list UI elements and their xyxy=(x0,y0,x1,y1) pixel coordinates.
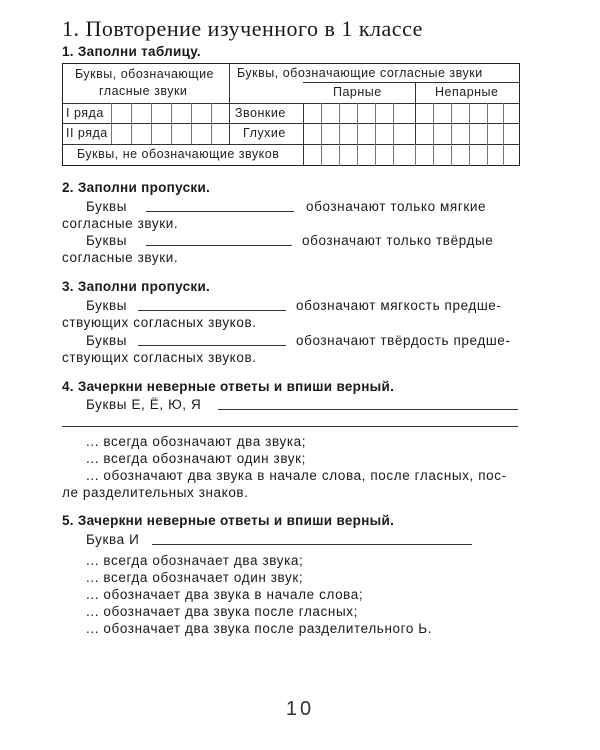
task2-line1-end: обозначают только мягкие xyxy=(306,199,487,214)
vowels-header-line2: гласные звуки xyxy=(99,84,188,98)
task2-line3-end: обозначают только твёрдые xyxy=(302,233,494,248)
task3-line2: ствующих согласных звуков. xyxy=(62,315,257,330)
row1-label: I ряда xyxy=(66,106,104,120)
task2-line3-start: Буквы xyxy=(86,233,128,248)
task3-line4: ствующих согласных звуков. xyxy=(62,350,257,365)
task3-heading: 3. Заполни пропуски. xyxy=(62,279,211,294)
row2-label: II ряда xyxy=(66,126,108,140)
task5-option1: ... всегда обозначает два звука; xyxy=(86,553,304,568)
unpaired-header: Непарные xyxy=(435,85,499,99)
page-title: 1. Повторение изученного в 1 классе xyxy=(62,16,423,41)
task1-heading: 1. Заполни таблицу. xyxy=(62,44,201,59)
task2-heading: 2. Заполни пропуски. xyxy=(62,180,211,195)
task3-line3-start: Буквы xyxy=(86,333,128,348)
task5-option5: ... обозначает два звука после разделительного Ь. xyxy=(86,621,433,636)
vowels-header-line1: Буквы, обозначающие xyxy=(75,67,215,81)
page-number: 10 xyxy=(285,698,315,720)
task4-answer-line2[interactable] xyxy=(62,426,518,427)
voiced-label: Звонкие xyxy=(235,106,286,120)
paired-header: Парные xyxy=(333,85,382,99)
task2-blank1[interactable] xyxy=(146,211,294,212)
task3-blank2[interactable] xyxy=(138,345,286,346)
task2-line2: согласные звуки. xyxy=(62,216,179,231)
task4-answer-line1[interactable] xyxy=(218,409,518,410)
task2-line1-start: Буквы xyxy=(86,199,128,214)
task5-option4: ... обозначает два звука после гласных; xyxy=(86,604,358,619)
task4-heading: 4. Зачеркни неверные ответы и впиши верный. xyxy=(62,379,395,394)
fill-table xyxy=(62,63,520,166)
task3-line1-start: Буквы xyxy=(86,298,128,313)
task5-option3: ... обозначает два звука в начале слова; xyxy=(86,587,364,602)
task4-option2: ... всегда обозначают один звук; xyxy=(86,451,306,466)
task5-prompt: Буква И xyxy=(86,532,140,547)
task4-option3: ... обозначают два звука в начале слова, после гласных, пос- xyxy=(86,468,507,483)
no-sound-label: Буквы, не обозначающие звуков xyxy=(77,147,280,161)
task4-option3-cont: ле разделительных знаков. xyxy=(62,485,249,500)
task3-line1-end: обозначают мягкость предше- xyxy=(296,298,502,313)
task4-prompt: Буквы Е, Ё, Ю, Я xyxy=(86,397,202,412)
task5-option2: ... всегда обозначает один звук; xyxy=(86,570,304,585)
task3-line3-end: обозначают твёрдость предше- xyxy=(296,333,511,348)
consonants-header: Буквы, обозначающие согласные звуки xyxy=(237,66,483,80)
task2-line4: согласные звуки. xyxy=(62,250,179,265)
task5-heading: 5. Зачеркни неверные ответы и впиши верный. xyxy=(62,513,395,528)
task2-blank2[interactable] xyxy=(146,245,292,246)
task3-blank1[interactable] xyxy=(138,310,286,311)
task5-answer-line[interactable] xyxy=(152,544,472,545)
voiceless-label: Глухие xyxy=(243,126,286,140)
task4-option1: ... всегда обозначают два звука; xyxy=(86,434,307,449)
